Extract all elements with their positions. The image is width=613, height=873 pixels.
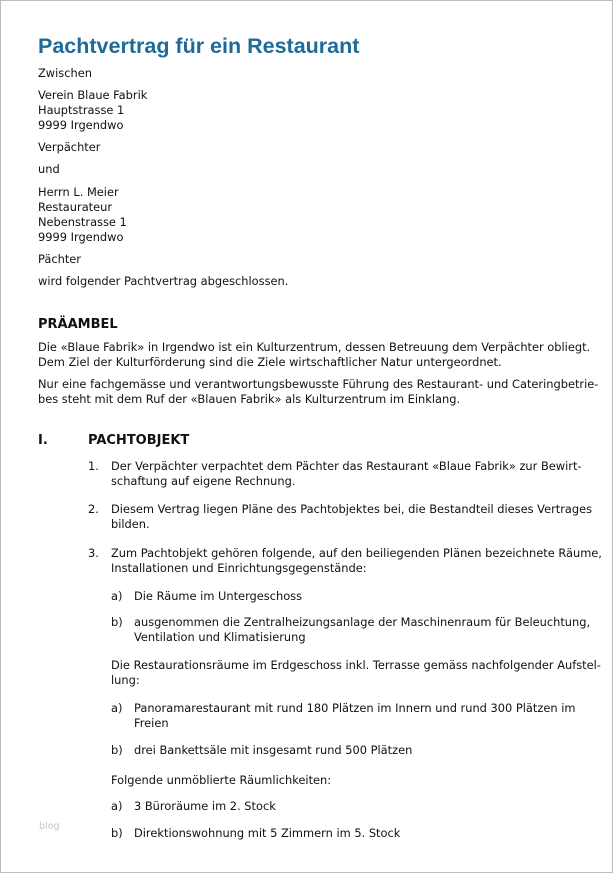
lessee-title: Restaurateur [38,200,113,214]
unfurnished-rooms-text: Folgende unmöblierte Räumlichkeiten: [111,773,332,787]
section-heading: PACHTOBJEKT [88,433,190,448]
list-item-line: Zum Pachtobjekt gehören folgende, auf den beiliegenden Plänen bezeichnete Räume, [111,546,602,560]
list-item-number: 3. [88,546,99,560]
restaurant-rooms-text: lung: [111,673,140,687]
parties-closing: wird folgender Pachtvertrag abgeschlossen. [38,274,289,288]
lessee-role: Pächter [38,252,81,266]
sub-item-text: Die Räume im Untergeschoss [134,589,303,603]
lessor-street: Hauptstrasse 1 [38,103,125,117]
list-item-line: Diesem Vertrag liegen Pläne des Pachtobjektes bei, die Bestandteil dieses Vertrages [111,502,593,516]
list-item-number: 1. [88,459,99,473]
sub-item-letter: b) [111,615,123,629]
list-item-line: schaftung auf eigene Rechnung. [111,474,296,488]
list-item-line: Installationen und Einrichtungsgegenstände: [111,561,367,575]
sub-item-letter: b) [111,743,123,757]
sub-item-text: drei Bankettsäle mit insgesamt rund 500 Plätzen [134,743,413,757]
sub-item-text: Ventilation und Klimatisierung [134,630,306,644]
watermark: blog [39,821,60,832]
preamble-heading: PRÄAMBEL [38,317,118,332]
sub-item-text: Freien [134,716,169,730]
sub-item-text: Panoramarestaurant mit rund 180 Plätzen im Innern und rund 300 Plätzen im [134,701,576,715]
section-number: I. [38,433,48,448]
parties-intro: Zwischen [38,66,92,80]
lessor-name: Verein Blaue Fabrik [38,88,148,102]
sub-item-letter: a) [111,589,123,603]
lessee-street: Nebenstrasse 1 [38,215,127,229]
sub-item-letter: a) [111,701,123,715]
list-item-line: Der Verpächter verpachtet dem Pächter das Restaurant «Blaue Fabrik» zur Bewirt- [111,459,582,473]
list-item-line: bilden. [111,517,150,531]
parties-and: und [38,162,60,176]
sub-item-text: ausgenommen die Zentralheizungsanlage der Maschinenraum für Beleuchtung, [134,615,591,629]
sub-item-text: 3 Büroräume im 2. Stock [134,799,276,813]
preamble-text-line: Die «Blaue Fabrik» in Irgendwo ist ein Kulturzentrum, dessen Betreuung dem Verpächter obliegt. [38,340,591,354]
lessee-name: Herrn L. Meier [38,185,119,199]
restaurant-rooms-text: Die Restaurationsräume im Erdgeschoss inkl. Terrasse gemäss nachfolgender Aufstel- [111,658,601,672]
lessee-city: 9999 Irgendwo [38,230,124,244]
sub-item-letter: a) [111,799,123,813]
sub-item-letter: b) [111,826,123,840]
sub-item-text: Direktionswohnung mit 5 Zimmern im 5. Stock [134,826,401,840]
preamble-text-line: Nur eine fachgemässe und verantwortungsbewusste Führung des Restaurant- und Cateringbetrie- [38,377,599,391]
list-item-number: 2. [88,502,99,516]
preamble-text-line: Dem Ziel der Kulturförderung sind die Ziele wirtschaftlicher Natur untergeordnet. [38,355,502,369]
document-title: Pachtvertrag für ein Restaurant [38,34,360,58]
lessor-city: 9999 Irgendwo [38,118,124,132]
preamble-text-line: bes steht mit dem Ruf der «Blauen Fabrik» als Kulturzentrum im Einklang. [38,392,461,406]
lessor-role: Verpächter [38,140,101,154]
